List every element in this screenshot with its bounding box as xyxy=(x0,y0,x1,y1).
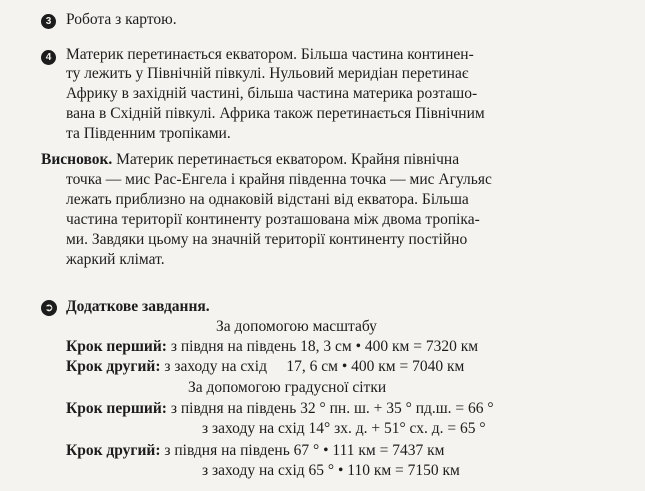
conclusion-label: Висновок. xyxy=(41,151,113,168)
section-4-line-2: ту лежить у Північній півкулі. Нульовий меридіан перетинає xyxy=(66,65,469,82)
section-4-badge: 4 xyxy=(41,50,56,65)
section-4-line-3: Африку в західній частині, більша частина материка розташо- xyxy=(66,85,478,102)
conclusion-line-4: частина території континенту розташована між двома тропіка- xyxy=(66,211,480,228)
grid-step-1-label: Крок перший: xyxy=(66,400,167,417)
extra-task-title: Додаткове завдання. xyxy=(66,298,210,315)
grid-step-2-text: з півдня на південь 67 ° • 111 км = 7437 км xyxy=(160,442,445,459)
arrow-icon: ➲ xyxy=(41,300,57,316)
grid-step-2-label: Крок другий: xyxy=(66,442,161,459)
conclusion-line-6: жаркий клімат. xyxy=(66,251,165,268)
scale-step-2 xyxy=(66,357,464,377)
conclusion-line-2: точка — мис Рас-Енгела і крайня південна точка — мис Агульяс xyxy=(66,171,492,188)
scale-step-1-text: з півдня на південь 18, 3 см • 400 км = 7320 км xyxy=(166,338,479,355)
grid-step-1 xyxy=(66,399,494,419)
conclusion-line-3: лежать приблизно на однаковій відстані від екватора. Більша xyxy=(66,191,469,208)
section-3-badge: 3 xyxy=(41,14,56,29)
section-3-title: Робота з картою. xyxy=(66,11,177,28)
section-4-line-1: Материк перетинається екватором. Більша частина континен- xyxy=(66,46,474,63)
conclusion-first-text: Материк перетинається екватором. Крайня північна xyxy=(112,151,460,168)
scale-step-2-label: Крок другий: xyxy=(66,358,161,375)
scale-step-1 xyxy=(66,337,478,357)
section-4-line-5: та Південним тропіками. xyxy=(66,125,231,142)
grid-heading: За допомогою градусної сітки xyxy=(188,379,387,396)
grid-step-1-sub: з заходу на схід 14° зх. д. + 51° сх. д. = 65 ° xyxy=(202,420,486,437)
conclusion-line-1 xyxy=(41,150,459,170)
grid-step-2 xyxy=(66,441,444,461)
conclusion-line-5: ми. Завдяки цьому на значній території континенту постійно xyxy=(66,231,468,248)
grid-step-1-text: з півдня на південь 32 ° пн. ш. + 35 ° пд.ш. = 66 ° xyxy=(166,400,494,417)
grid-step-2-sub: з заходу на схід 65 ° • 110 км = 7150 км xyxy=(202,462,460,479)
scale-step-1-label: Крок перший: xyxy=(66,338,167,355)
scale-heading: За допомогою масштабу xyxy=(216,318,377,335)
scale-step-2-text: з заходу на схід 17, 6 см • 400 км = 7040 км xyxy=(160,358,465,375)
section-4-line-4: вана в Східній півкулі. Африка також перетинається Північним xyxy=(66,105,485,122)
